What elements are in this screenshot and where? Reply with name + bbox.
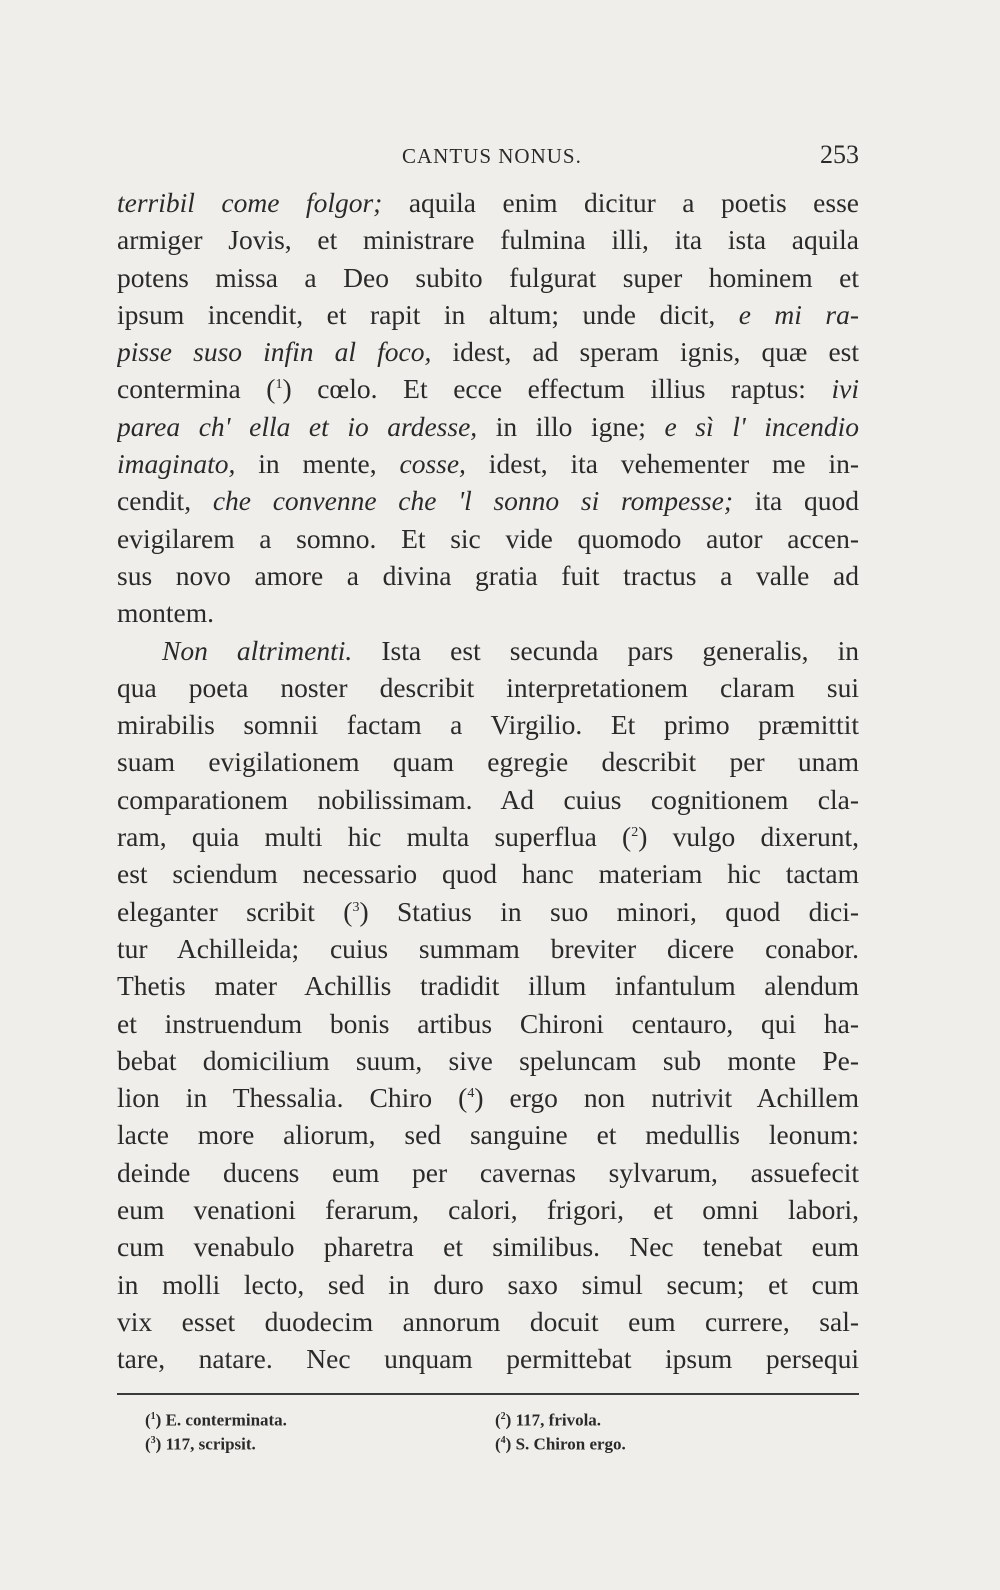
text-segment: eum venationi ferarum, calori, frigori, et omni labori, — [117, 1194, 859, 1226]
text-segment: tare, natare. Nec unquam permittebat ipsum persequi — [117, 1343, 859, 1375]
footnote-ref: 1 — [275, 377, 283, 393]
text-segment: lacte more aliorum, sed sanguine et medullis leonum: — [117, 1119, 859, 1151]
text-segment: in illo igne; — [477, 410, 665, 442]
text-line — [117, 781, 859, 818]
text-line — [117, 669, 859, 706]
text-line — [117, 1154, 859, 1191]
text-segment: pisse suso infin al foco, — [117, 336, 432, 368]
text-segment: montem. — [117, 597, 215, 629]
text-segment: contermina ( — [117, 373, 276, 405]
text-line — [117, 1116, 859, 1153]
text-segment: lion in Thessalia. Chiro ( — [117, 1082, 468, 1114]
text-segment: aquila enim dicitur a poetis esse — [382, 187, 859, 218]
text-line — [117, 1079, 859, 1116]
text-line — [117, 818, 859, 855]
text-segment: ivi — [831, 373, 859, 405]
footnote-2: ($^2$) 117, frivola. — [495, 1410, 602, 1430]
footnote-2-mark: 2 — [500, 1411, 506, 1422]
footnote-4-text: S. Chiron ergo. — [511, 1434, 626, 1454]
text-line — [117, 1005, 859, 1042]
text-segment: idest, ad speram ignis, quæ est — [431, 336, 859, 368]
text-segment: ita quod — [733, 485, 859, 517]
footnote-row — [145, 1429, 845, 1453]
footnote-1: ($^1$) E. conterminata. — [145, 1410, 287, 1430]
text-segment: ) Statius in suo minori, quod dici- — [359, 895, 859, 927]
footnote-1-mark: 1 — [150, 1411, 156, 1422]
footnote-divider — [117, 1393, 859, 1395]
text-segment: Non altrimenti. — [162, 634, 353, 666]
text-segment: ) ergo non nutrivit Achillem — [474, 1082, 859, 1114]
text-line — [117, 1340, 859, 1377]
text-segment: eleganter scribit ( — [117, 895, 353, 927]
text-line — [117, 632, 859, 669]
text-segment: terribil come folgor; — [117, 187, 383, 218]
text-segment: mirabilis somnii factam a Virgilio. Et primo præmittit — [117, 709, 859, 741]
text-segment: comparationem nobilissimam. Ad cuius cognitionem cla- — [117, 783, 859, 815]
text-line — [117, 520, 859, 557]
text-line — [117, 482, 859, 519]
text-segment: e sì l' incendio — [664, 410, 859, 442]
footnote-4-mark: 4 — [500, 1435, 506, 1446]
text-segment: evigilarem a somno. Et sic vide quomodo autor accen- — [117, 522, 859, 554]
text-line — [117, 743, 859, 780]
text-line — [117, 1042, 859, 1079]
text-segment: bebat domicilium suum, sive speluncam sub monte Pe- — [117, 1044, 859, 1076]
text-line — [117, 557, 859, 594]
text-segment: parea ch' ella et io ardesse, — [117, 410, 478, 442]
text-segment: potens missa a Deo subito fulgurat super hominem et — [117, 261, 859, 293]
text-segment: Ista est secunda pars generalis, in — [352, 634, 859, 666]
text-line — [117, 594, 859, 631]
text-segment: in molli lecto, sed in duro saxo simul secum; et cum — [117, 1268, 859, 1300]
footnote-ref: 3 — [352, 899, 360, 915]
text-segment: tur Achilleida; cuius summam breviter dicere conabor. — [117, 932, 859, 964]
footnote-1-text: E. conterminata. — [161, 1410, 287, 1430]
footnote-3: ($^3$) 117, scripsit. — [145, 1434, 256, 1454]
text-segment: cum venabulo pharetra et similibus. Nec tenebat eum — [117, 1231, 859, 1263]
text-segment: ) vulgo dixerunt, — [638, 821, 859, 853]
footnote-4: ($^4$) S. Chiron ergo. — [495, 1434, 626, 1454]
text-line — [117, 1228, 859, 1265]
footnote-3-text: 117, scripsit. — [161, 1434, 256, 1454]
text-segment: vix esset duodecim annorum docuit eum currere, sal- — [117, 1305, 859, 1337]
text-line — [117, 221, 859, 258]
text-segment: in mente, — [235, 448, 400, 480]
text-line — [117, 184, 859, 221]
text-line — [117, 967, 859, 1004]
text-segment: deinde ducens eum per cavernas sylvarum, assuefecit — [117, 1156, 859, 1188]
text-segment: e mi ra- — [738, 298, 859, 330]
text-line — [117, 333, 859, 370]
text-line — [117, 296, 859, 333]
text-segment: sus novo amore a divina gratia fuit tractus a valle ad — [117, 559, 859, 591]
text-line — [117, 370, 859, 407]
page-number: 253 — [820, 140, 859, 169]
text-segment: idest, ita vehementer me in- — [465, 448, 859, 480]
footnote-ref: 2 — [631, 824, 639, 840]
body-text — [117, 184, 859, 1378]
text-line — [117, 1266, 859, 1303]
text-segment: et instruendum bonis artibus Chironi centauro, qui ha- — [117, 1007, 859, 1039]
text-segment: ) cœlo. Et ecce effectum illius raptus: — [282, 373, 832, 405]
text-line — [117, 1303, 859, 1340]
running-header — [117, 140, 859, 176]
footnote-3-mark: 3 — [150, 1435, 156, 1446]
text-segment: suam evigilationem quam egregie describit per unam — [117, 746, 859, 778]
running-title: CANTUS NONUS. — [402, 144, 582, 168]
text-segment: cosse, — [399, 448, 466, 480]
text-line — [117, 259, 859, 296]
text-segment: ipsum incendit, et rapit in altum; unde dicit, — [117, 298, 739, 330]
text-segment: qua poeta noster describit interpretationem claram sui — [117, 671, 859, 703]
footnote-ref: 4 — [467, 1085, 475, 1101]
text-segment: ram, quia multi hic multa superflua ( — [117, 821, 632, 853]
text-line — [117, 855, 859, 892]
footnote-row — [145, 1405, 845, 1429]
text-segment: Thetis mater Achillis tradidit illum infantulum alendum — [117, 970, 859, 1002]
text-line — [117, 1191, 859, 1228]
text-line — [117, 706, 859, 743]
footnotes — [145, 1405, 845, 1453]
text-segment: che convenne che 'l sonno si rompesse; — [212, 485, 733, 517]
text-line — [117, 893, 859, 930]
text-segment: est sciendum necessario quod hanc materiam hic tactam — [117, 858, 859, 890]
text-segment: cendit, — [117, 485, 213, 517]
text-line — [117, 445, 859, 482]
text-line — [117, 408, 859, 445]
text-line — [117, 930, 859, 967]
footnote-2-text: 117, frivola. — [511, 1410, 602, 1430]
text-segment: imaginato, — [117, 448, 236, 480]
text-segment: armiger Jovis, et ministrare fulmina illi, ita ista aquila — [117, 224, 859, 256]
